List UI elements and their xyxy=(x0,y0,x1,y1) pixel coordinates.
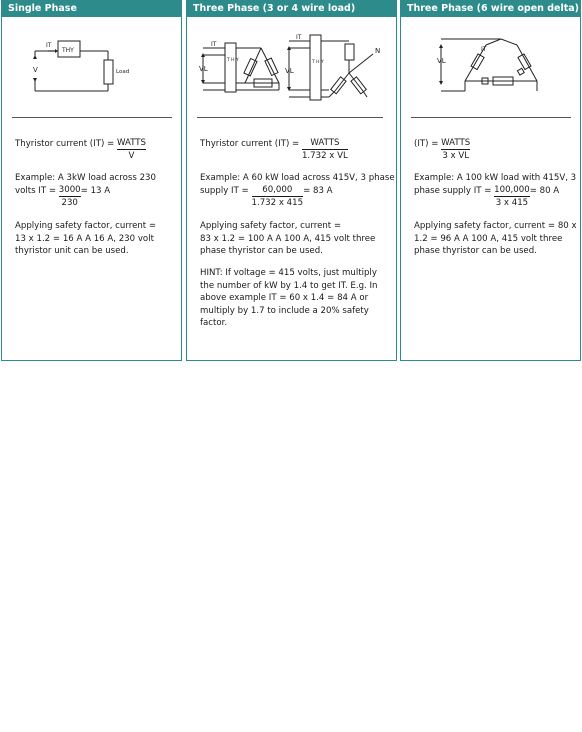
safety-line: phase thyristor can be used. xyxy=(414,246,537,256)
example-denominator: 1.732 x 415 xyxy=(251,197,304,208)
example-text xyxy=(200,172,395,209)
open-delta-circuit-diagram xyxy=(401,21,582,111)
example-prefix: supply IT = xyxy=(200,185,249,196)
panel-header: Three Phase (6 wire open delta) xyxy=(401,1,580,17)
diagram-label-vl: VL xyxy=(199,65,208,73)
panel-single-phase xyxy=(1,0,182,361)
panel-header: Single Phase xyxy=(2,1,181,17)
formula-lhs: (IT) = xyxy=(414,139,439,149)
example-prefix: volts IT = xyxy=(15,185,57,196)
example-result: = 80 A xyxy=(529,185,560,196)
hint-line: HINT: If voltage = 415 volts, just multiply xyxy=(200,268,377,278)
diagram-label-thy: THY xyxy=(62,47,74,54)
example-text xyxy=(15,172,180,209)
panel-three-phase-6-wire-open-delta xyxy=(400,0,581,361)
safety-line: Applying safety factor, current = xyxy=(15,221,157,231)
formula-lhs: Thyristor current (IT) = xyxy=(200,139,300,149)
formula-fraction xyxy=(302,138,348,162)
example-numerator: 3000 xyxy=(58,184,81,195)
example-fraction xyxy=(252,185,304,209)
hint-text xyxy=(200,267,395,330)
example-line: Example: A 60 kW load across 415V, 3 phase xyxy=(200,173,395,183)
example-prefix: phase supply IT = xyxy=(414,185,492,196)
section-divider xyxy=(12,117,172,118)
diagram-label-v: V xyxy=(33,66,38,74)
safety-factor-text xyxy=(414,220,579,258)
section-divider xyxy=(411,117,571,118)
safety-factor-text xyxy=(15,220,180,258)
diagram-label-thy: T H Y xyxy=(227,58,239,63)
panel-header: Three Phase (3 or 4 wire load) xyxy=(187,1,396,17)
diagram-label-n: N xyxy=(375,47,381,55)
formula-numerator: WATTS xyxy=(441,138,471,148)
diagram-label-thy-right: T H Y xyxy=(312,60,324,65)
formula-numerator: WATTS xyxy=(116,138,147,148)
three-phase-3-4-wire-circuit-diagram xyxy=(187,21,398,111)
example-result: = 83 A xyxy=(303,185,333,196)
diagram-label-it-right: IT xyxy=(296,34,302,41)
hint-line: factor. xyxy=(200,318,228,328)
diagram-label-vl-right: VL xyxy=(285,67,294,75)
single-phase-circuit-diagram xyxy=(2,21,183,111)
current-formula xyxy=(15,138,146,162)
example-numerator: 60,000 xyxy=(252,185,304,197)
current-formula xyxy=(414,138,470,162)
diagram-label-it: IT xyxy=(481,46,487,53)
safety-line: Applying safety factor, current = 80 x xyxy=(414,221,577,231)
safety-line: 1.2 = 96 A A 100 A, 415 volt three xyxy=(414,233,563,244)
example-denominator: 230 xyxy=(61,197,78,208)
example-fraction xyxy=(59,185,81,209)
formula-denominator: 1.732 x VL xyxy=(301,151,348,161)
safety-line: 13 x 1.2 = 16 A A 16 A, 230 volt xyxy=(15,233,154,244)
hint-line: the number of kW by 1.4 to get IT. E.g. In xyxy=(200,280,378,291)
formula-denominator: V xyxy=(128,151,135,161)
safety-line: thyristor unit can be used. xyxy=(15,246,129,256)
hint-line: multiply by 1.7 to include a 20% safety xyxy=(200,305,369,316)
example-denominator: 3 x 415 xyxy=(495,197,529,208)
diagram-label-it: IT xyxy=(211,41,217,48)
formula-numerator: WATTS xyxy=(302,138,348,150)
diagram-label-vl: VL xyxy=(437,57,446,65)
example-fraction xyxy=(494,185,530,209)
formula-fraction xyxy=(441,138,470,162)
safety-factor-text xyxy=(200,220,395,258)
current-formula xyxy=(200,138,348,162)
hint-line: above example IT = 60 x 1.4 = 84 A or xyxy=(200,293,369,303)
example-line: Example: A 100 kW load with 415V, 3 xyxy=(414,173,577,183)
example-text xyxy=(414,172,579,209)
formula-lhs: Thyristor current (IT) = xyxy=(15,139,115,149)
diagram-label-it: IT xyxy=(46,42,52,49)
example-result: = 13 A xyxy=(80,185,111,196)
section-divider xyxy=(197,117,383,118)
example-numerator: 100,000 xyxy=(494,184,530,195)
safety-line: 83 x 1.2 = 100 A A 100 A, 415 volt three xyxy=(200,233,376,244)
panel-three-phase-3-4-wire xyxy=(186,0,397,361)
diagram-label-load: Load xyxy=(116,69,130,75)
safety-line: Applying safety factor, current = xyxy=(200,221,342,231)
example-line: Example: A 3kW load across 230 xyxy=(15,173,156,183)
formula-fraction xyxy=(117,138,146,162)
formula-denominator: 3 x VL xyxy=(442,151,470,161)
safety-line: phase thyristor can be used. xyxy=(200,246,323,256)
